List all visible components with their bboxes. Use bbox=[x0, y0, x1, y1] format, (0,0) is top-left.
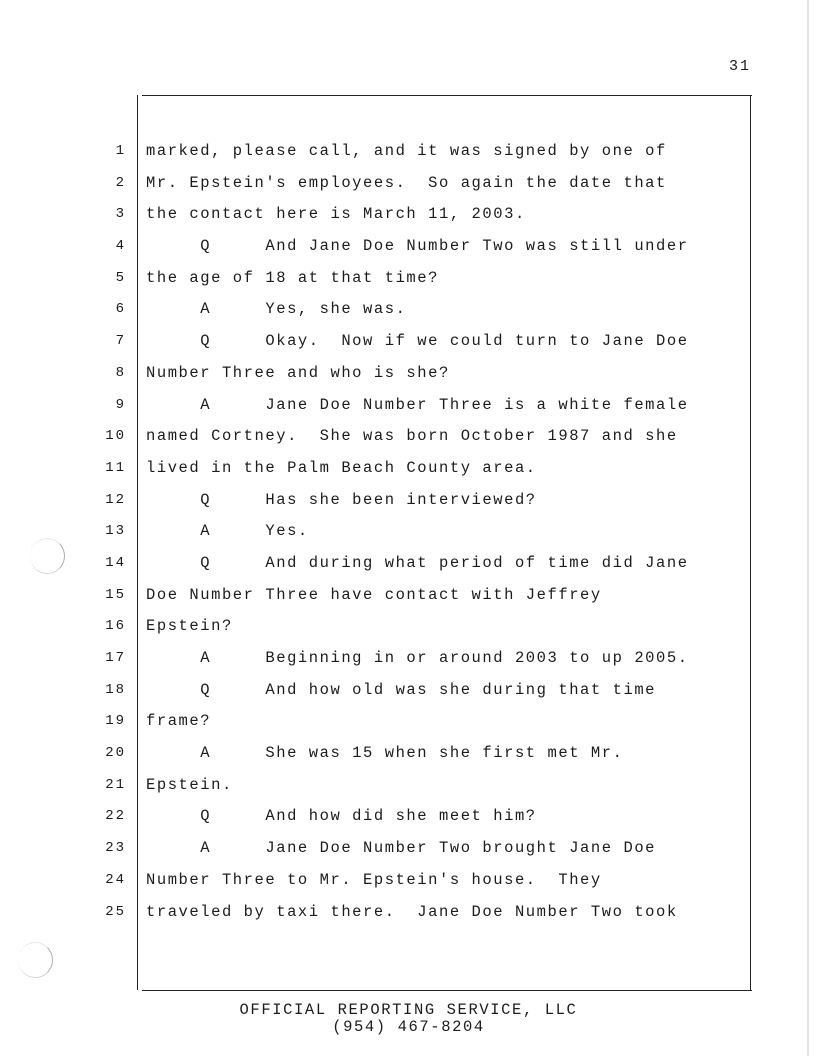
line-text: Number Three to Mr. Epstein's house. They bbox=[146, 870, 602, 889]
line-number: 3 bbox=[115, 206, 126, 223]
line-text: A Yes, she was. bbox=[146, 300, 407, 319]
transcript-line bbox=[0, 706, 817, 738]
line-text: Epstein? bbox=[146, 617, 233, 636]
transcript-line bbox=[0, 231, 817, 263]
line-number: 1 bbox=[115, 143, 126, 159]
transcript-line bbox=[0, 897, 817, 929]
line-text: the contact here is March 11, 2003. bbox=[146, 205, 526, 224]
transcript-body bbox=[0, 136, 817, 928]
line-text: lived in the Palm Beach County area. bbox=[146, 458, 537, 477]
footer bbox=[0, 1002, 817, 1036]
line-number: 6 bbox=[115, 301, 126, 318]
frame-bottom-rule bbox=[142, 990, 752, 991]
punch-hole-mark bbox=[18, 942, 53, 978]
line-text: Epstein. bbox=[146, 775, 233, 794]
line-number: 11 bbox=[105, 459, 126, 476]
line-number: 23 bbox=[105, 840, 126, 857]
line-number: 4 bbox=[115, 238, 126, 255]
line-number: 25 bbox=[105, 903, 126, 920]
line-number: 9 bbox=[115, 396, 126, 413]
transcript-line bbox=[0, 453, 817, 485]
transcript-line bbox=[0, 770, 817, 802]
line-number: 16 bbox=[105, 618, 126, 635]
line-number: 15 bbox=[105, 586, 126, 603]
line-text: A Jane Doe Number Two brought Jane Doe bbox=[146, 839, 657, 858]
line-number: 14 bbox=[105, 554, 126, 571]
transcript-line bbox=[0, 358, 817, 390]
transcript-line bbox=[0, 294, 817, 326]
line-number: 5 bbox=[115, 269, 126, 286]
transcript-line bbox=[0, 548, 817, 580]
line-text: A Yes. bbox=[146, 522, 309, 541]
line-text: Q And how old was she during that time bbox=[146, 680, 657, 699]
transcript-line bbox=[0, 390, 817, 422]
line-number: 12 bbox=[105, 491, 126, 508]
transcript-line bbox=[0, 136, 817, 168]
line-text: named Cortney. She was born October 1987 and she bbox=[146, 427, 678, 446]
line-text: Q Okay. Now if we could turn to Jane Doe bbox=[146, 332, 689, 351]
line-text: A Jane Doe Number Three is a white female bbox=[146, 395, 689, 414]
transcript-line bbox=[0, 421, 817, 453]
line-number: 7 bbox=[115, 333, 126, 350]
line-text: Q And Jane Doe Number Two was still under bbox=[146, 237, 689, 256]
transcript-line bbox=[0, 833, 817, 865]
line-number: 13 bbox=[105, 523, 126, 540]
line-text: A Beginning in or around 2003 to up 2005. bbox=[146, 649, 689, 667]
footer-company: OFFICIAL REPORTING SERVICE, LLC bbox=[239, 1001, 578, 1019]
line-text: the age of 18 at that time? bbox=[146, 268, 439, 287]
line-text: Q And during what period of time did Jane bbox=[146, 553, 689, 572]
line-number: 19 bbox=[105, 713, 126, 730]
line-number: 18 bbox=[105, 681, 126, 698]
line-number: 20 bbox=[105, 745, 126, 762]
transcript-line bbox=[0, 611, 817, 643]
line-text: A She was 15 when she first met Mr. bbox=[146, 744, 624, 763]
frame-top-rule bbox=[142, 95, 752, 96]
line-text: Q And how did she meet him? bbox=[146, 807, 537, 826]
transcript-line bbox=[0, 738, 817, 770]
transcript-line bbox=[0, 516, 817, 548]
line-text: Q Has she been interviewed? bbox=[146, 490, 537, 509]
transcript-line bbox=[0, 326, 817, 358]
transcript-line bbox=[0, 168, 817, 200]
transcript-line bbox=[0, 263, 817, 295]
transcript-line bbox=[0, 199, 817, 231]
line-text: traveled by taxi there. Jane Doe Number Two took bbox=[146, 902, 678, 921]
transcript-line bbox=[0, 801, 817, 833]
footer-phone: (954) 467-8204 bbox=[332, 1018, 485, 1036]
transcript-line bbox=[0, 865, 817, 897]
line-number: 24 bbox=[105, 871, 126, 888]
line-number: 22 bbox=[105, 808, 126, 825]
line-number: 2 bbox=[115, 174, 126, 191]
line-text: Mr. Epstein's employees. So again the date that bbox=[146, 173, 667, 192]
transcript-line bbox=[0, 580, 817, 612]
page-number: 31 bbox=[729, 58, 752, 75]
line-number: 21 bbox=[105, 776, 126, 793]
line-text: marked, please call, and it was signed by one of bbox=[146, 142, 667, 160]
line-number: 10 bbox=[105, 428, 126, 445]
line-text: Number Three and who is she? bbox=[146, 363, 450, 382]
line-number: 17 bbox=[105, 650, 126, 666]
transcript-line bbox=[0, 485, 817, 517]
transcript-line bbox=[0, 675, 817, 707]
transcript-line bbox=[0, 643, 817, 675]
line-text: Doe Number Three have contact with Jeffrey bbox=[146, 585, 602, 604]
line-number: 8 bbox=[115, 364, 126, 381]
line-text: frame? bbox=[146, 712, 212, 731]
